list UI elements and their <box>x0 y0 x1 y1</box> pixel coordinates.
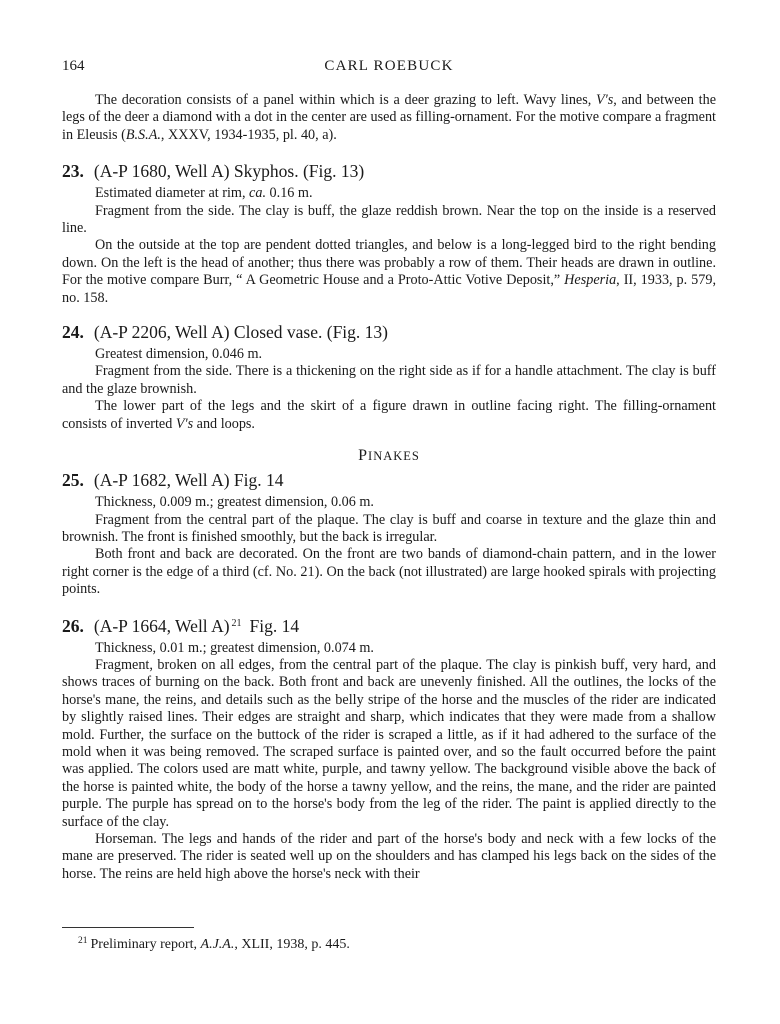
page-body <box>62 92 716 883</box>
entry-number: 26. <box>62 615 84 636</box>
entry-25-heading: 25. (A-P 1682, Well A) Fig. 14 <box>62 470 284 491</box>
entry-24-dimensions: Greatest dimension, 0.046 m. <box>95 346 263 363</box>
entry-25-dimensions: Thickness, 0.009 m.; greatest dimension, 0.06 m. <box>95 494 374 511</box>
entry-23-decoration: On the outside at the top are pendent dotted triangles, and below is a long-legged bird to the right bending down. On the left is the head of another; thus there was probably a row of them. Their heads are drawn in outline. For the motive compare Burr, “ A Geometric House and a Proto-Attic Votive Deposit,” Hesperia, II, 1933, p. 579, no. 158. <box>62 237 717 306</box>
page-number: 164 <box>62 58 85 74</box>
running-header <box>62 58 716 80</box>
section-heading: PINAKES <box>358 447 420 465</box>
footnote: $^{21}$ Preliminary report, A.J.A., XLII, 1938, p. 445. <box>78 936 350 952</box>
footnote-rule <box>62 927 194 928</box>
entry-24-decoration: The lower part of the legs and the skirt of a figure drawn in outline facing right. The filling-ornament consists of inverted V's and loops. <box>62 398 716 432</box>
entry-number: 23. <box>62 161 84 182</box>
entry-26-heading: 26. (A-P 1664, Well A) $^{21}$ Fig. 14 <box>62 615 300 636</box>
running-title: CARL ROEBUCK <box>324 58 454 74</box>
entry-26-dimensions: Thickness, 0.01 m.; greatest dimension, 0.074 m. <box>95 639 374 656</box>
entry-23-description: Fragment from the side. The clay is buff, the glaze reddish brown. Near the top on the inside is a reserved line. <box>62 202 716 237</box>
footnote-ref[interactable]: 21 <box>231 617 242 629</box>
entry-24-description: Fragment from the side. There is a thickening on the right side as if for a handle attachment. The clay is buff and the glaze brownish. <box>62 363 716 397</box>
entry-26-description: Fragment, broken on all edges, from the central part of the plaque. The clay is pinkish buff, very hard, and shows traces of burning on the back. Both front and back are unevenly finished. All the outlines, the locks of the horse's mane, the reins, and details such as the belly stripe of the horse and the muscles of the rider are indicated by slightly raised lines. Their edges are straight and sharp, which indicates that they were made from a shallow mold. Further, the surface on the buttock of the rider is scraped a little, as if it had adhered to the surface of the mold when it was being removed. The scraped surface is painted over, and so the fault occurred before the paint was applied. The colors used are matt white, purple, and tawny yellow. The background visible above the back of the horse is painted white, the body of the horse a tawny yellow, and the reins, the mane, and the rider are painted purple. The purple has spread on to the horse's body from the leg of the rider. The paint is applied directly to the surface of the clay. <box>62 656 716 830</box>
entry-25-decoration: Both front and back are decorated. On the front are two bands of diamond-chain pattern, and in the lower right corner is the edge of a third (cf. No. 21). On the back (not illustrated) are large hooked spirals with projecting points. <box>62 546 716 598</box>
entry-23-heading: 23. (A-P 1680, Well A) Skyphos. (Fig. 13) <box>62 161 365 182</box>
entry-number: 25. <box>62 470 84 491</box>
entry-25-description: Fragment from the central part of the plaque. The clay is buff and coarse in texture and the glaze thin and brownish. The front is finished smoothly, but the back is irregular. <box>62 511 716 545</box>
entry-number: 24. <box>62 322 84 343</box>
entry-23-dimensions: Estimated diameter at rim, ca. 0.16 m. <box>95 185 313 202</box>
entry-26-horseman: Horseman. The legs and hands of the rider and part of the horse's body and neck with a few locks of the mane are preserved. The rider is seated well up on the shoulders and has clamped his legs back on the sides of the horse. The reins are held high above the horse's neck with their <box>62 831 716 882</box>
entry-24-heading: 24. (A-P 2206, Well A) Closed vase. (Fig. 13) <box>62 322 388 343</box>
intro-paragraph: The decoration consists of a panel within which is a deer grazing to left. Wavy lines, V's, and between the legs of the deer a diamond with a dot in the center are used as filling-ornament. For the motive compare a fragment in Eleusis (B.S.A., XXXV, 1934-1935, pl. 40, a). <box>62 92 716 143</box>
